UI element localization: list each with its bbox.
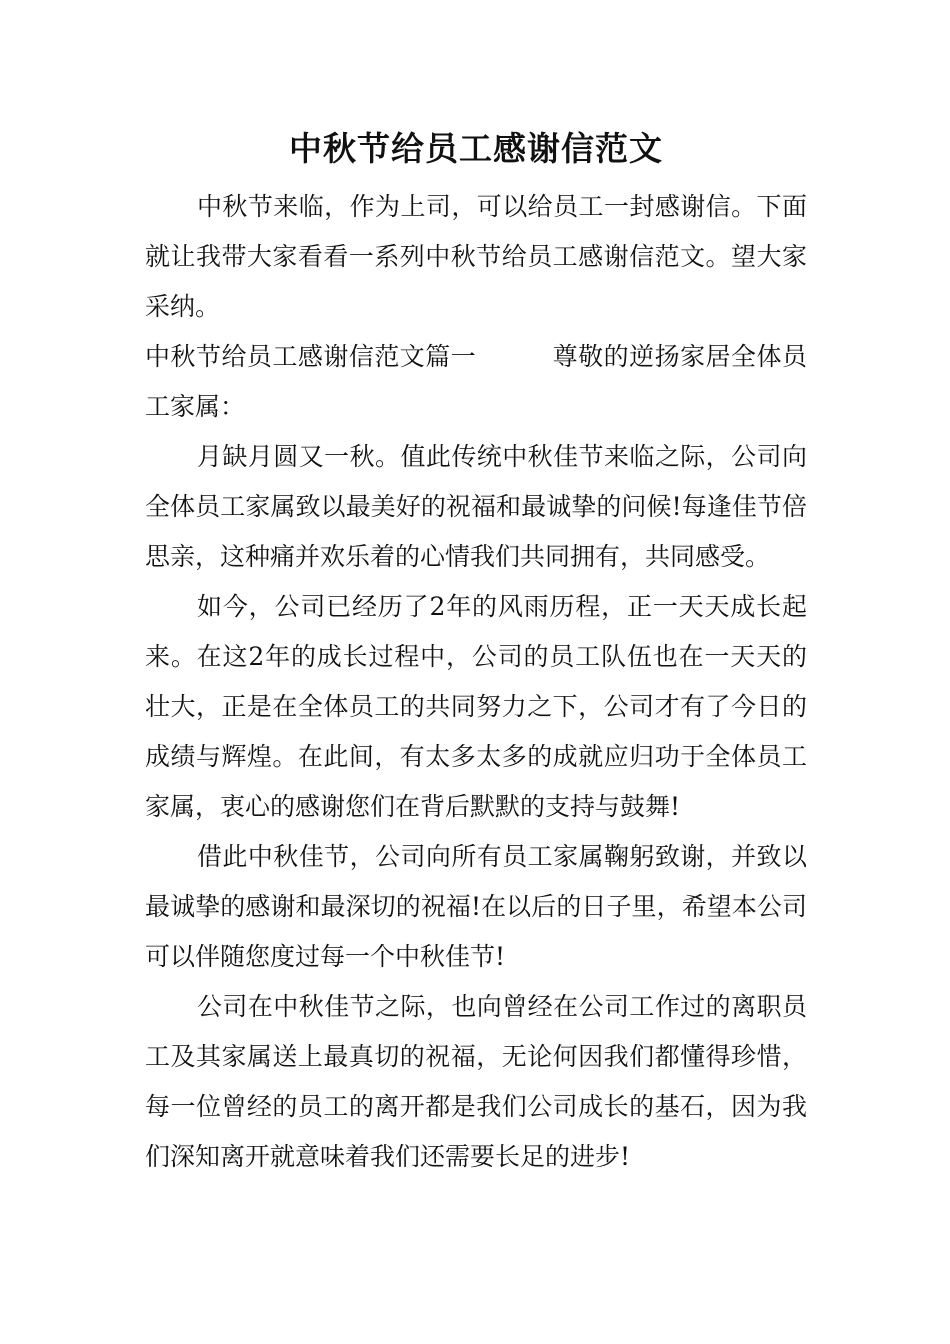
document-page (145, 120, 807, 1182)
document-title: 中秋节给员工感谢信范文 (289, 129, 663, 168)
paragraph-former-staff: 公司在中秋佳节之际，也向曾经在公司工作过的离职员工及其家属送上最真切的祝福，无论何因我们都懂得珍惜，每一位曾经的员工的离开都是我们公司成长的基石，因为我们深知离开就意味着我们还需要长足的进步! (145, 992, 807, 1171)
paragraph-intro: 中秋节来临，作为上司，可以给员工一封感谢信。下面就让我带大家看看一系列中秋节给员工感谢信范文。望大家采纳。 (145, 192, 807, 321)
paragraph-history: 如今，公司已经历了2年的风雨历程，正一天天成长起来。在这2年的成长过程中，公司的员工队伍也在一天天的壮大，正是在全体员工的共同努力之下，公司才有了今日的成绩与辉煌。在此间，有太多太多的成就应归功于全体员工家属，衷心的感谢您们在背后默默的支持与鼓舞! (145, 592, 807, 821)
paragraph-thanks: 借此中秋佳节，公司向所有员工家属鞠躬致谢，并致以最诚挚的感谢和最深切的祝福!在以后的日子里，希望本公司可以伴随您度过每一个中秋佳节! (145, 842, 807, 971)
paragraph-greeting: 月缺月圆又一秋。值此传统中秋佳节来临之际，公司向全体员工家属致以最美好的祝福和最诚挚的问候!每逢佳节倍思亲，这种痛并欢乐着的心情我们共同拥有，共同感受。 (145, 442, 807, 571)
paragraph-section-heading: 中秋节给员工感谢信范文篇一 尊敬的逆扬家居全体员工家属： (145, 342, 807, 421)
